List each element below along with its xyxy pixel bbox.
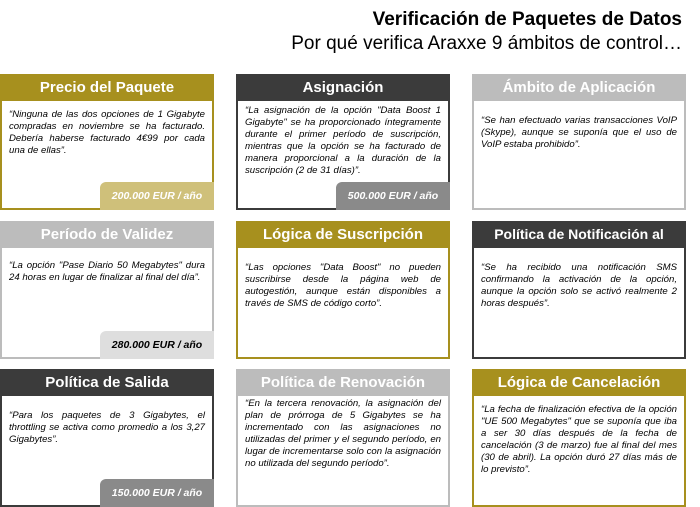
card-politica-de-notificacion [472, 221, 686, 359]
card-title: Lógica de Suscripción [236, 221, 450, 248]
page-subtitle: Por qué verifica Araxxe 9 ámbitos de control… [291, 33, 682, 54]
card-title: Asignación [236, 74, 450, 101]
card-body [472, 396, 686, 507]
card-body [236, 396, 450, 507]
card-title: Política de Renovación [236, 369, 450, 396]
card-body [0, 101, 214, 210]
card-title: Lógica de Cancelación [472, 369, 686, 396]
card-politica-de-salida [0, 369, 214, 507]
card-title: Precio del Paquete [0, 74, 214, 101]
card-body [236, 248, 450, 359]
card-precio-del-paquete [0, 74, 214, 210]
card-text: “La opción "Pase Diario 50 Megabytes" dura 24 horas en lugar de finalizar al final del día”. [9, 260, 205, 283]
card-asignacion [236, 74, 450, 210]
card-politica-de-renovacion [236, 369, 450, 507]
price-badge: 200.000 EUR / año [100, 182, 214, 210]
card-text: “Se ha recibido una notificación SMS confirmando la activación de la opción, aunque la opción solo se activó realmente 2 horas después”. [481, 262, 677, 309]
card-text: “La asignación de la opción "Data Boost 1 Gigabyte" se ha proporcionado íntegramente durante el primer período de suscripción, mientras que la opción se ha facturado de manera proporcional a la duración de la suscripción (2 de 31 días)”. [245, 105, 441, 176]
card-text: “La fecha de finalización efectiva de la opción "UE 500 Megabytes" que se suponía que iba a ser 30 días después de la fecha de cancelación (3 de marzo) fue al final del mes (30 de abril). La opción duró 27 días más de lo previsto”. [481, 404, 677, 475]
card-body [0, 248, 214, 359]
card-text: “Para los paquetes de 3 Gigabytes, el throttling se activa como promedio a los 3,27 Gigabytes”. [9, 410, 205, 445]
card-text: “En la tercera renovación, la asignación del plan de prórroga de 5 Gigabytes se ha incrementado con las asignaciones no utilizadas del primer y el segundo período, en lugar de incrementarse solo con la asignación no utilizada del segundo período”. [245, 398, 441, 469]
card-text: “Se han efectuado varias transacciones VoIP (Skype), aunque se suponía que el uso de VoIP estaba prohibido”. [481, 115, 677, 150]
card-title: Política de Notificación al [472, 221, 686, 248]
card-title: Período de Validez [0, 221, 214, 248]
card-body [472, 101, 686, 210]
card-logica-de-cancelacion [472, 369, 686, 507]
card-text: “Las opciones "Data Boost" no pueden suscribirse desde la página web de autogestión, aunque están disponibles a través de SMS de código corto”. [245, 262, 441, 309]
card-body [0, 396, 214, 507]
card-ambito-de-aplicacion [472, 74, 686, 210]
card-body [472, 248, 686, 359]
page-header [291, 8, 682, 56]
card-periodo-de-validez [0, 221, 214, 359]
card-text: “Ninguna de las dos opciones de 1 Gigabyte compradas en noviembre se ha facturado. Debería haberse facturado 4€99 por cada una de ellas”. [9, 109, 205, 156]
card-title: Ámbito de Aplicación [472, 74, 686, 101]
price-badge: 280.000 EUR / año [100, 331, 214, 359]
page-title: Verificación de Paquetes de Datos [372, 9, 682, 30]
price-badge: 150.000 EUR / año [100, 479, 214, 507]
card-logica-de-suscripcion [236, 221, 450, 359]
card-body [236, 101, 450, 210]
price-badge: 500.000 EUR / año [336, 182, 450, 210]
card-title: Política de Salida [0, 369, 214, 396]
